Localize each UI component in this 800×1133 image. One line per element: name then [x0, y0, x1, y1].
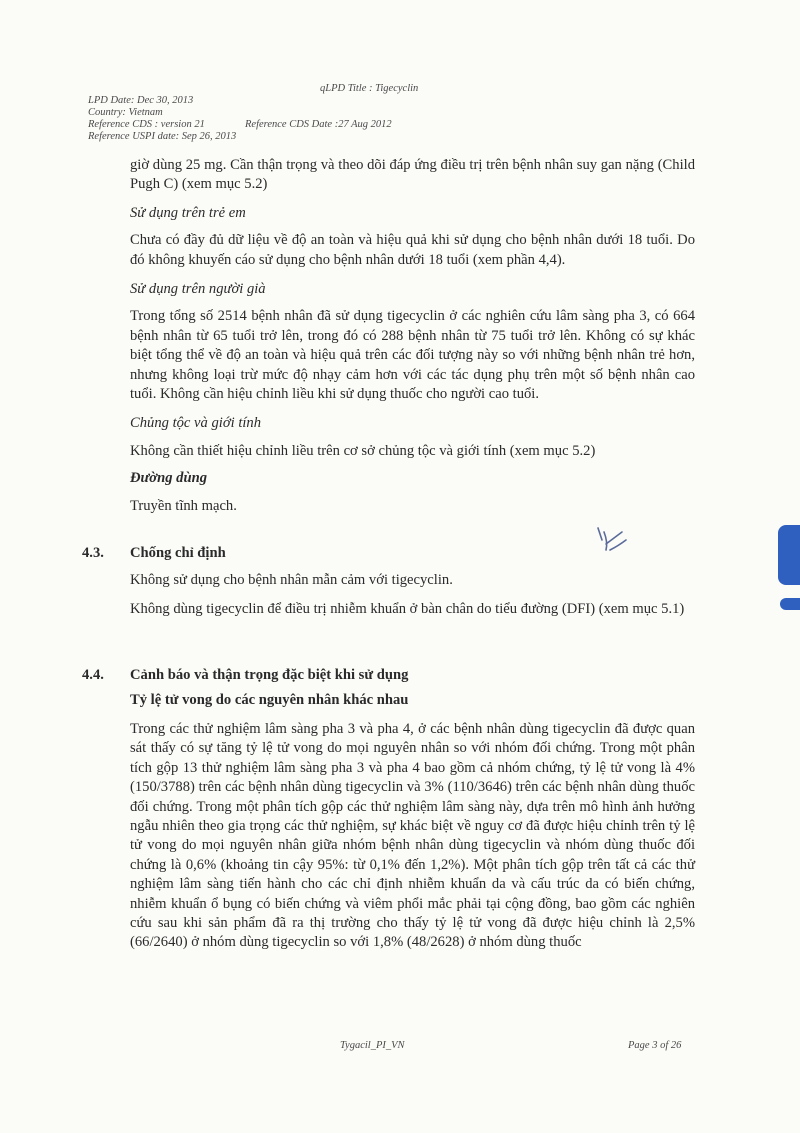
section-4-4-subtitle: Tỷ lệ tử vong do các nguyên nhân khác nhau	[130, 692, 409, 708]
section-4-3-title: Chống chỉ định	[130, 545, 226, 561]
section-4-4-number: 4.4.	[82, 667, 104, 683]
heading-route: Đường dùng	[130, 470, 208, 487]
paragraph-4-3-a: Không sử dụng cho bệnh nhân mẫn cảm với tigecyclin.	[130, 572, 453, 588]
paragraph-children: Chưa có đầy đủ dữ liệu về độ an toàn và hiệu quả khi sử dụng cho bệnh nhân dưới 18 tuổi. Do đó không khuyến cáo sử dụng cho bệnh nhân dưới 18 tuổi (xem phần 4,4).	[130, 232, 695, 268]
section-4-3-number: 4.3.	[82, 545, 104, 561]
section-4-4-body	[130, 720, 695, 953]
lpd-date: LPD Date: Dec 30, 2013	[88, 95, 194, 106]
footer-document-id: Tygacil_PI_VN	[340, 1040, 405, 1051]
paragraph-elderly: Trong tổng số 2514 bệnh nhân đã sử dụng tigecyclin ở các nghiên cứu lâm sàng pha 3, có 664 bệnh nhân từ 65 tuổi trở lên, trong đó có 288 bệnh nhân từ 75 tuổi trở lên. Không có sự khác biệt tổng thể về độ an toàn và hiệu quả trên các đối tượng này so với những bệnh nhân trẻ hơn, nhưng không loại trừ mức độ nhạy cảm hơn với các tác dụng phụ trên một số bệnh nhân cao tuổi. Không cần hiệu chỉnh liều khi sử dụng thuốc cho người cao tuổi.	[130, 308, 695, 403]
header-title: qLPD Title : Tigecyclin	[320, 83, 419, 94]
heading-race-gender: Chủng tộc và giới tính	[130, 415, 262, 432]
section-4-4-title: Cảnh báo và thận trọng đặc biệt khi sử dụng	[130, 667, 409, 683]
section-4-3-body	[130, 571, 695, 620]
stamp-fragment-small	[780, 598, 800, 610]
reference-uspi-date: Reference USPI date: Sep 26, 2013	[88, 131, 237, 142]
content-block-top	[130, 156, 695, 516]
handwritten-initials	[592, 520, 632, 560]
paragraph-4-4: Trong các thử nghiệm lâm sàng pha 3 và pha 4, ở các bệnh nhân dùng tigecyclin đã được quan sát thấy có sự tăng tỷ lệ tử vong do mọi nguyên nhân so với nhóm đối chứng. Trong một phân tích gộp 13 thử nghiệm lâm sàng pha 3 và pha 4 bao gồm cả nhóm chứng, tỷ lệ tử vong là 4% (150/3788) trên các bệnh nhân dùng tigecyclin và 3% (110/3646) trên các bệnh nhân dùng thuốc đối chứng. Trong một phân tích gộp các thử nghiệm lâm sàng này, dựa trên mô hình ảnh hưởng ngẫu nhiên theo gia trọng các thử nghiệm, sự khác biệt về nguy cơ đã được hiệu chỉnh trên tỷ lệ tử vong do mọi nguyên nhân giữa nhóm bệnh nhân dùng tigecyclin và nhóm dùng thuốc đối chứng là 0,6% (khoảng tin cậy 95%: từ 0,1% đến 1,2%). Một phân tích gộp trên tất cả các thử nghiệm lâm sàng tiến hành cho các chỉ định nhiễm khuẩn da và cấu trúc da có biến chứng, nhiễm khuẩn ổ bụng có biến chứng và viêm phổi mắc phải tại cộng đồng, bao gồm các nghiên cứu sau khi sản phẩm đã ra thị trường cho thấy tỷ lệ tử vong đã được hiệu chỉnh là 2,5% (66/2640) ở nhóm dùng tigecyclin so với 1,8% (48/2628) ở nhóm dùng thuốc	[130, 721, 695, 951]
stamp-fragment	[778, 525, 800, 585]
paragraph-race-gender: Không cần thiết hiệu chỉnh liều trên cơ sở chủng tộc và giới tính (xem mục 5.2)	[130, 442, 596, 459]
paragraph-route: Truyền tĩnh mạch.	[130, 497, 237, 514]
reference-cds: Reference CDS : version 21	[88, 119, 205, 130]
heading-children: Sử dụng trên trẻ em	[130, 204, 246, 221]
country: Country: Vietnam	[88, 107, 163, 118]
paragraph-continued: giờ dùng 25 mg. Cần thận trọng và theo dõi đáp ứng điều trị trên bệnh nhân suy gan nặng (Child Pugh C) (xem mục 5.2)	[130, 157, 695, 193]
heading-elderly: Sử dụng trên người già	[130, 281, 266, 298]
reference-cds-date: Reference CDS Date :27 Aug 2012	[245, 119, 392, 130]
footer-page-number: Page 3 of 26	[628, 1040, 682, 1051]
paragraph-4-3-b: Không dùng tigecyclin để điều trị nhiễm khuẩn ở bàn chân do tiểu đường (DFI) (xem mục 5.1)	[130, 601, 685, 618]
